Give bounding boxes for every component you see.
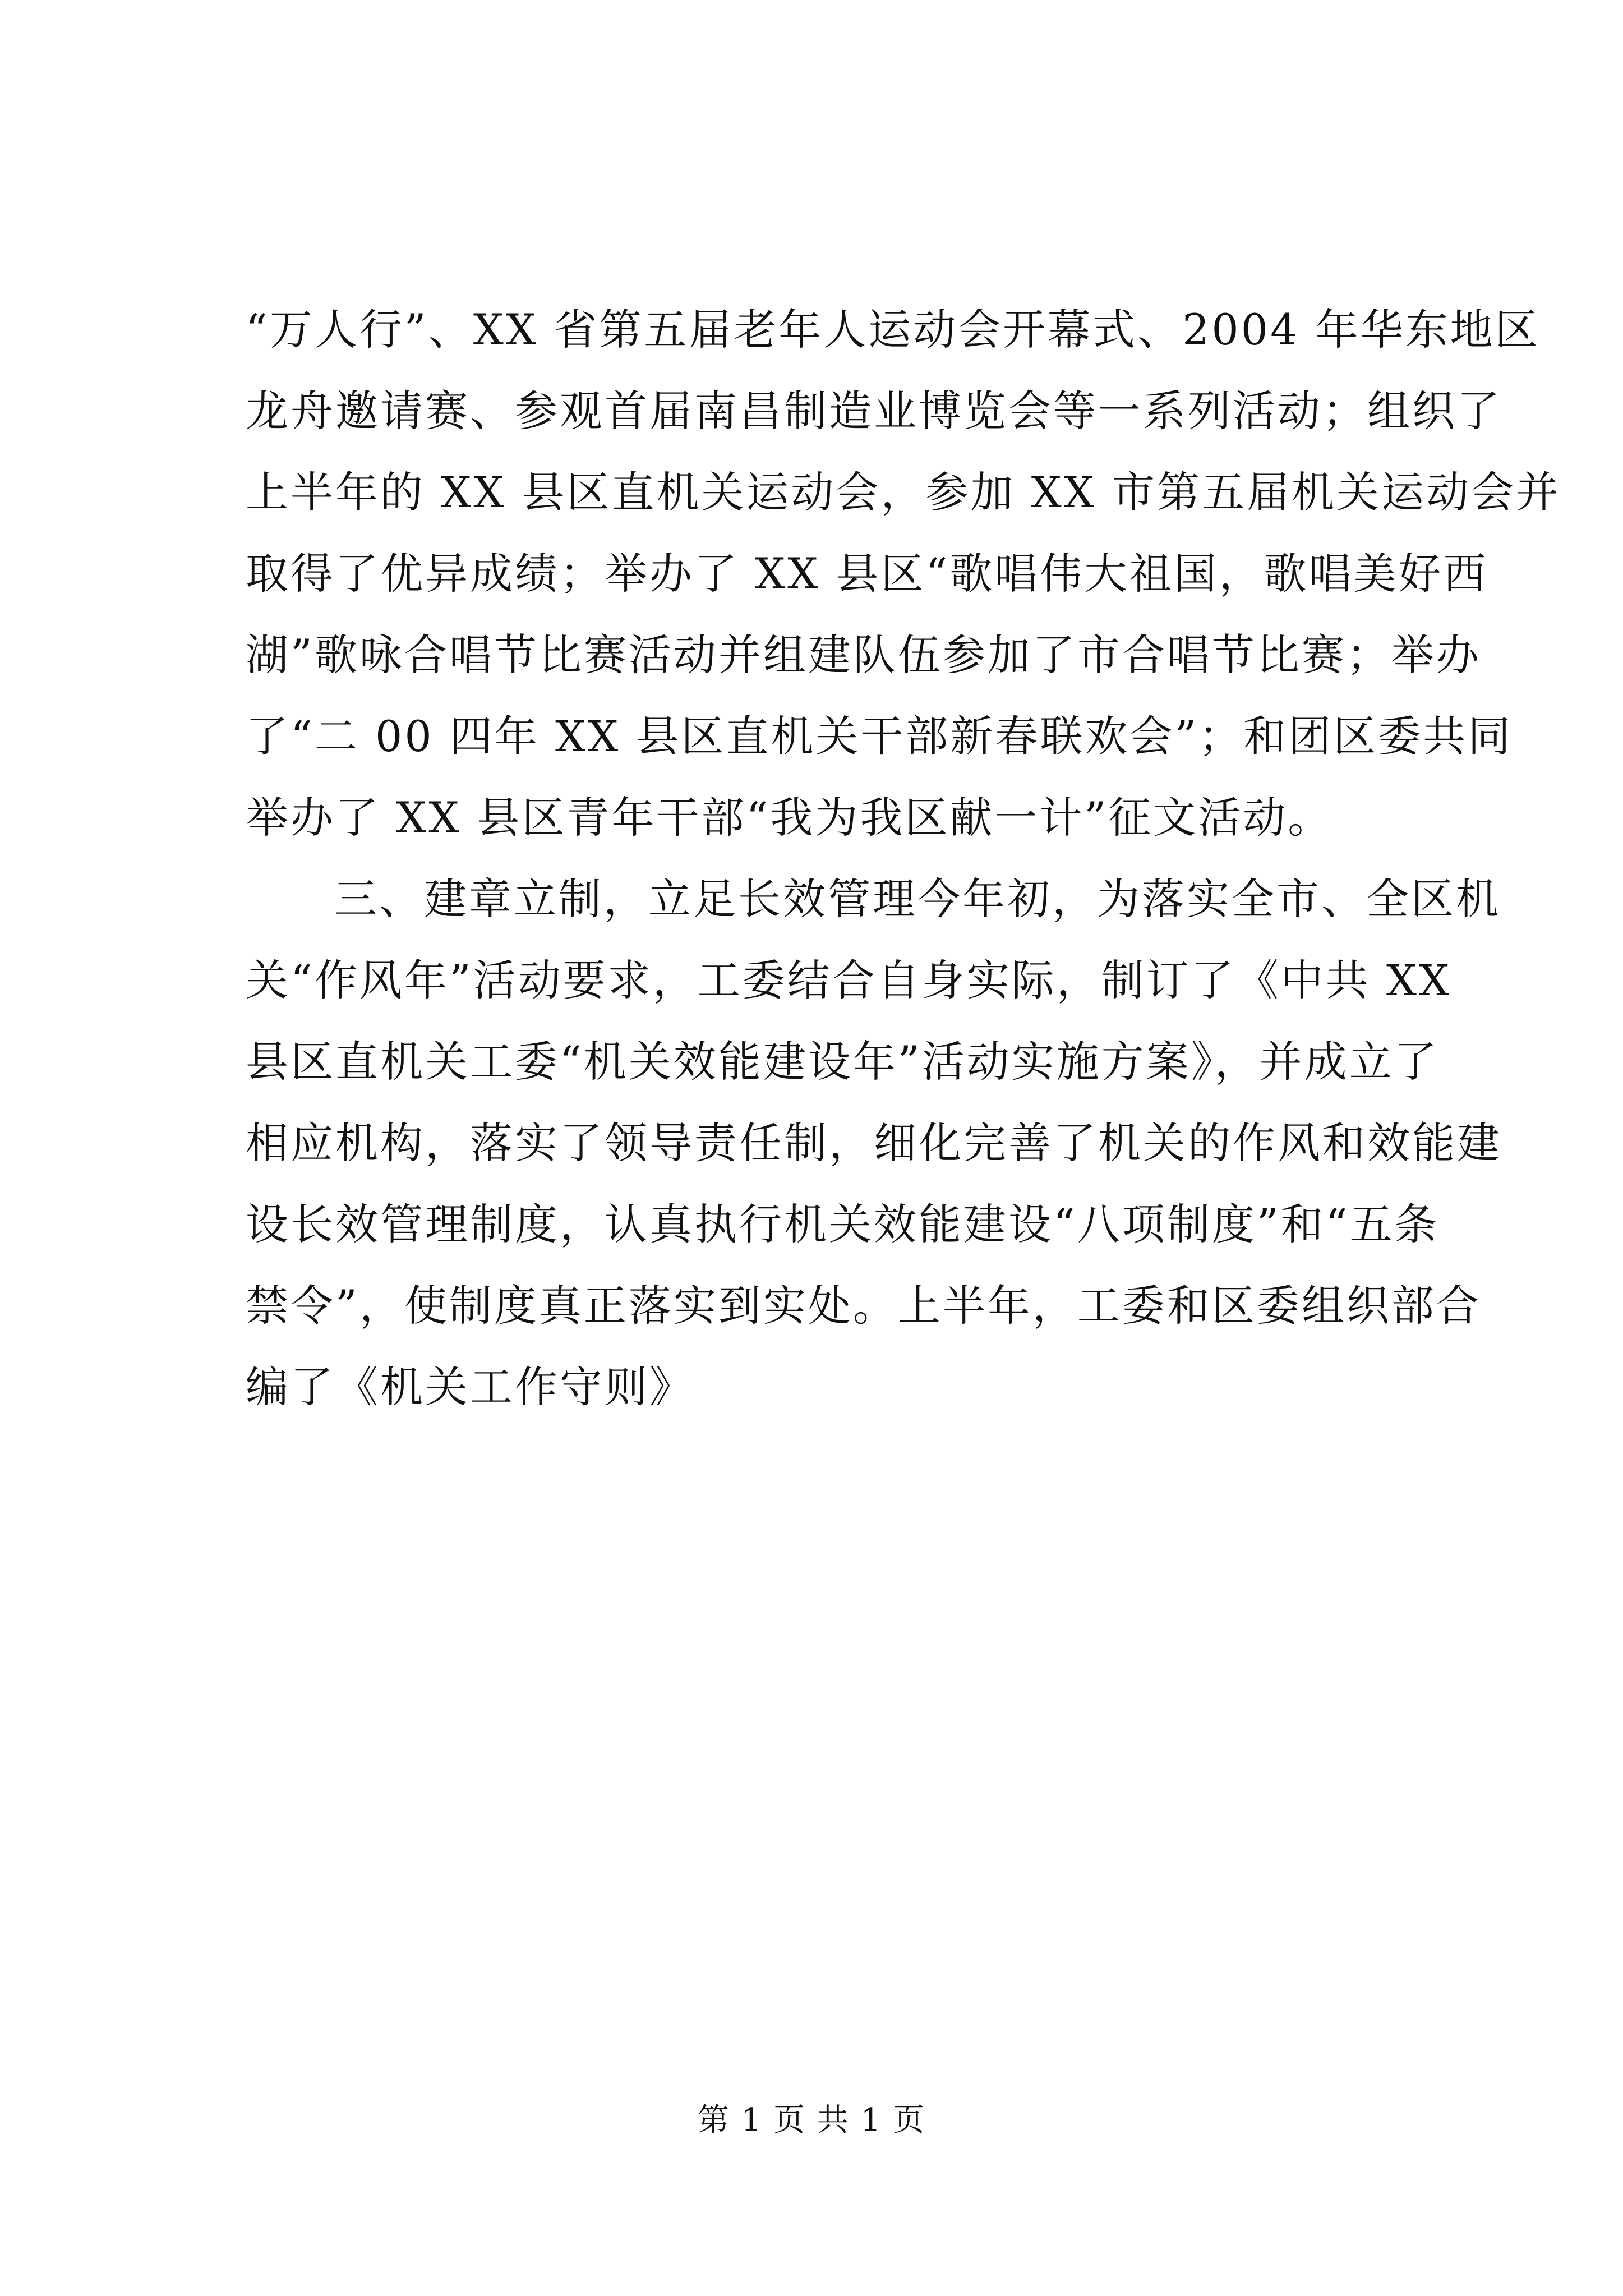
text-line-10: 县区直机关工委“机关效能建设年”活动实施方案》，并成立了 bbox=[246, 1037, 1439, 1087]
text-line-5: 湖”歌咏合唱节比赛活动并组建队伍参加了市合唱节比赛；举办 bbox=[246, 630, 1481, 680]
page-footer: 第 1 页 共 1 页 bbox=[697, 2102, 926, 2138]
text-line-12: 设长效管理制度，认真执行机关效能建设“八项制度”和“五条 bbox=[246, 1199, 1440, 1249]
section-three-heading-line: 三、建章立制，立足长效管理今年初，为落实全市、全区机 bbox=[334, 874, 1501, 924]
text-line-13: 禁令”，使制度真正落实到实处。上半年，工委和区委组织部合 bbox=[246, 1281, 1481, 1331]
text-line-9: 关“作风年”活动要求，工委结合自身实际，制订了《中共 XX bbox=[246, 955, 1452, 1005]
text-line-14: 编了《机关工作守则》 bbox=[246, 1362, 694, 1412]
text-line-1: “万人行”、XX 省第五届老年人运动会开幕式、2004 年华东地区 bbox=[246, 305, 1540, 355]
text-line-4: 取得了优异成绩；举办了 XX 县区“歌唱伟大祖国，歌唱美好西 bbox=[246, 549, 1488, 599]
text-line-7: 举办了 XX 县区青年干部“我为我区献一计”征文活动。 bbox=[246, 793, 1333, 843]
text-line-11: 相应机构，落实了领导责任制，细化完善了机关的作风和效能建 bbox=[246, 1118, 1502, 1168]
body-text bbox=[246, 289, 1561, 1428]
text-line-3: 上半年的 XX 县区直机关运动会，参加 XX 市第五届机关运动会并 bbox=[246, 467, 1561, 517]
text-line-2: 龙舟邀请赛、参观首届南昌制造业博览会等一系列活动；组织了 bbox=[246, 386, 1502, 436]
text-line-6: 了“二 00 四年 XX 县区直机关干部新春联欢会”；和团区委共同 bbox=[246, 711, 1513, 761]
